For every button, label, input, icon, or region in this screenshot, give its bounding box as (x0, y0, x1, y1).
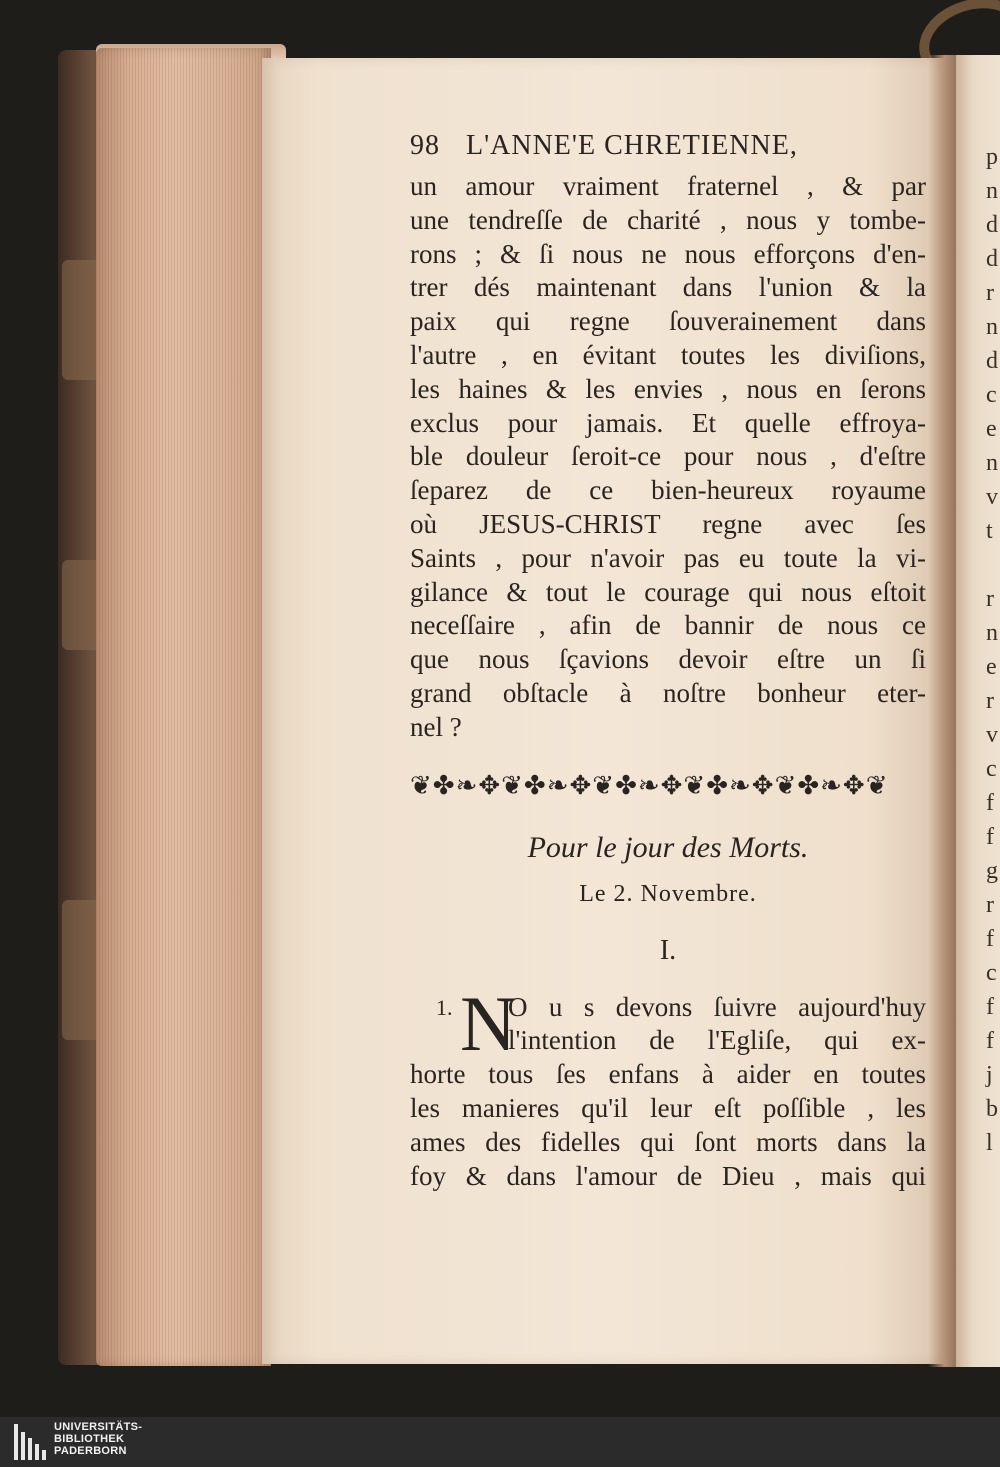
text-line: trer dés maintenant dans l'union & la (410, 272, 926, 303)
section-date: Le 2. Novembre. (579, 880, 757, 907)
text-line: neceſſaire , afin de bannir de nous ce (410, 610, 926, 641)
running-head-title: L'ANNE'E CHRETIENNE, (466, 130, 798, 161)
page-edges-block (96, 48, 271, 1366)
paragraph-continued (410, 170, 926, 745)
page-number: 98 (410, 130, 440, 161)
text-line: où JESUS-CHRIST regne avec ſes (410, 508, 926, 539)
text-line: Saints , pour n'avoir pas eu toute la vi- (410, 542, 926, 573)
text-line: O u s devons ſuivre aujourd'huy (508, 991, 926, 1022)
text-line: l'autre , en évitant toutes les diviſions, (410, 339, 926, 370)
text-line: ble douleur ſeroit-ce pour nous , d'eſtre (410, 441, 926, 472)
text-line: les haines & les envies , nous en ſerons (410, 373, 926, 404)
library-name-line: BIBLIOTHEK (54, 1433, 125, 1445)
section-number: I. (659, 934, 677, 966)
text-line: l'intention de l'Egliſe, qui ex- (508, 1025, 926, 1056)
text-line: les manieres qu'il leur eſt poſſible , les (410, 1092, 926, 1123)
page-text-block (410, 130, 926, 1193)
paragraph-numbered (410, 979, 926, 1194)
library-logo-icon (14, 1424, 46, 1460)
text-line: que nous ſçavions devoir eſtre un ſi (410, 644, 926, 675)
page-gutter (928, 55, 958, 1367)
drop-cap: N (460, 979, 517, 1067)
ornament-band: ❦✤❧✥❦✤❧✥❦✤❧✥❦✤❧✥❦✤❧✥❦ (410, 770, 889, 800)
text-line: ſeparez de ce bien-heureux royaume (410, 475, 926, 506)
running-head (410, 130, 926, 170)
section-title: Pour le jour des Morts. (527, 830, 809, 864)
library-name-line: UNIVERSITÄTS- (54, 1421, 143, 1433)
text-line: paix qui regne ſouverainement dans (410, 306, 926, 337)
library-name-line: PADERBORN (54, 1445, 127, 1457)
library-name (54, 1421, 174, 1457)
facing-page-text: p n d d r n d c e n v t r n e r v c f f g r f c f f j b l (986, 144, 998, 1156)
text-line: nel ? (410, 711, 462, 742)
text-line: ames des fidelles qui ſont morts dans la (410, 1126, 926, 1157)
text-line: foy & dans l'amour de Dieu , mais qui (410, 1160, 926, 1191)
text-line: rons ; & ſi nous ne nous efforçons d'en- (410, 238, 926, 269)
text-line: horte tous ſes enfans à aider en toutes (410, 1059, 926, 1090)
text-line: gilance & tout le courage qui nous eſtoit (410, 576, 926, 607)
text-line: exclus pour jamais. Et quelle effroya- (410, 407, 926, 438)
text-line: une tendreſſe de charité , nous y tombe- (410, 204, 926, 235)
text-line: un amour vraiment fraternel , & par (410, 171, 926, 201)
paragraph-number: 1. (436, 994, 453, 1020)
text-line: grand obſtacle à noſtre bonheur eter- (410, 677, 926, 708)
